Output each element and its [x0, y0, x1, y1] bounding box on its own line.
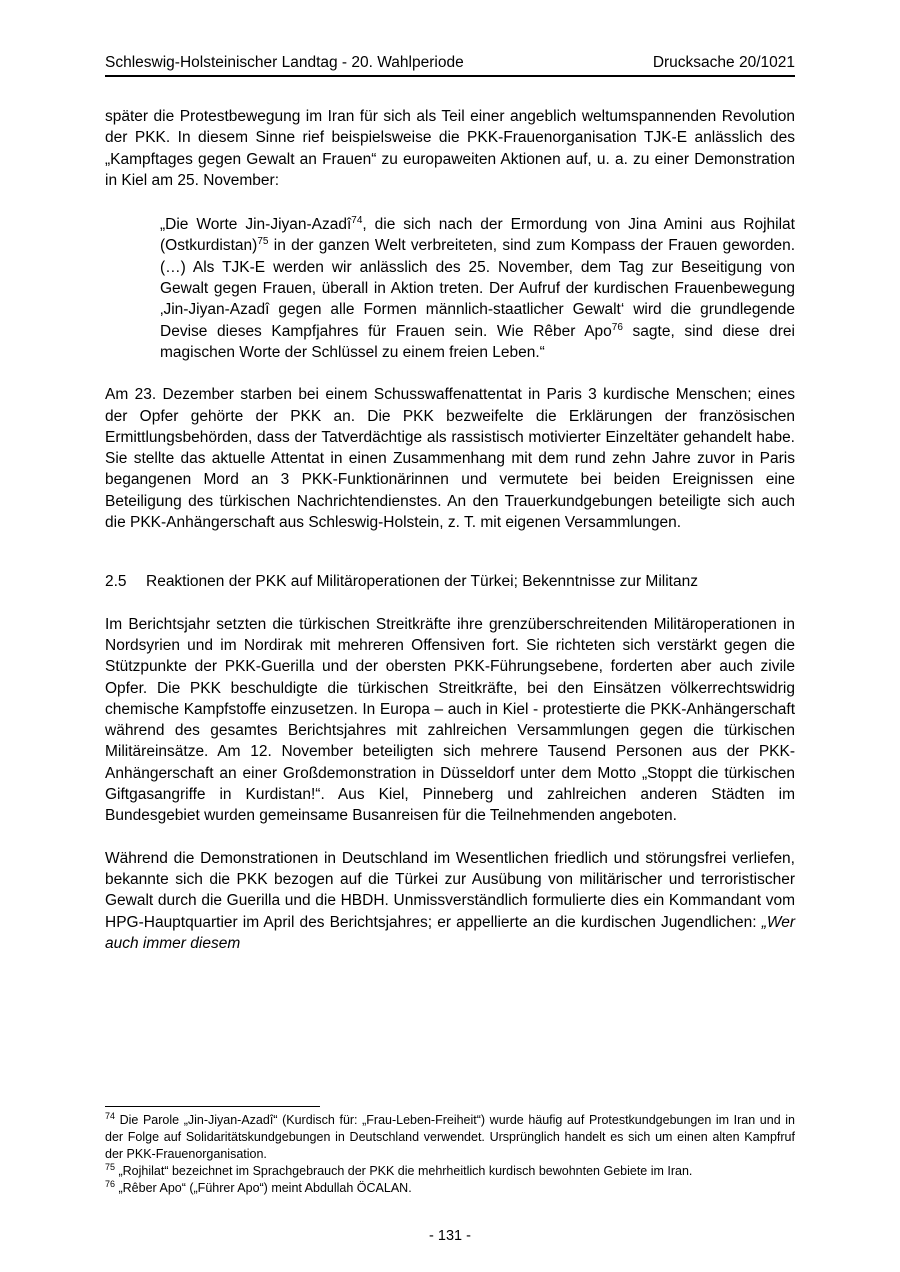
footnote-75-number: 75: [105, 1161, 116, 1172]
paragraph-intro: später die Protestbewegung im Iran für sich als Teil einer angeblich weltumspannenden Revolution der PKK. In diesem Sinne rief beispielsweise die PKK-Frauenorganisation TJK-E anlässlich des „Kampftages gegen Gewalt an Frauen“ zu europaweiten Aktionen auf, u. a. zu einer Demonstration in Kiel am 25. November:: [105, 108, 795, 189]
paragraph-demonstrations: [105, 848, 795, 954]
footnote-divider: [105, 1106, 320, 1107]
header-left-title: Schleswig-Holsteinischer Landtag - 20. Wahlperiode: [105, 54, 464, 71]
quote-text-1: „Die Worte Jin-Jiyan-Azadî: [160, 216, 352, 234]
section-number: 2.5: [105, 573, 127, 591]
paragraph-paris-attack: Am 23. Dezember starben bei einem Schusswaffenattentat in Paris 3 kurdische Menschen; eines der Opfer gehörte der PKK an. Die PKK bezweifelte die Erklärungen der französischen Ermittlungsbehörden, dass der Tatverdächtige als rassistisch motivierter Einzeltäter gehandelt habe. Sie stellte das aktuelle Attentat in einen Zusammenhang mit dem rund zehn Jahre zuvor in Paris begangenen Mord an 3 PKK-Funktionärinnen und vermutete bei beiden Ereignissen eine Beteiligung des türkischen Nachrichtendienstes. An den Trauerkundgebungen beteiligte sich auch die PKK-Anhängerschaft aus Schleswig-Holstein, z. T. mit eigenen Versammlungen.: [105, 386, 795, 532]
quote-text-3: in der ganzen Welt verbreiteten, sind zum Kompass der Frauen geworden. (…) Als TJK-E werden wir anlässlich des 25. November, dem Tag zur Beseitigung von Gewalt gegen Frauen, überall in Aktion treten. Der Aufruf der kurdischen Frauenbewegung ‚Jin-Jiyan-Azadî gegen alle Formen männlich-staatlicher Gewalt‘ wird die grundlegende Devise dieses Kampfjahres für Frauen sein. Wie Rêber Apo: [160, 237, 795, 340]
footnote-76-text: „Rêber Apo“ („Führer Apo“) meint Abdullah ÖCALAN.: [115, 1181, 412, 1195]
paragraph-demonstrations-quote-start: „Wer auch immer diesem: [105, 913, 795, 952]
footnote-74: [105, 1112, 795, 1163]
footnote-75-text: „Rojhilat“ bezeichnet im Sprachgebrauch der PKK die mehrheitlich kurdisch bewohnten Gebiete im Iran.: [115, 1164, 693, 1178]
footnote-74-text: Die Parole „Jin-Jiyan-Azadî“ (Kurdisch für: „Frau-Leben-Freiheit“) wurde häufig auf Protestkundgebungen im Iran und in der Folge auf Solidaritätskundgebungen in Deutschland verwendet. Ursprünglich handelt es sich um einen alten Kampfruf der PKK-Frauenorganisation.: [105, 1113, 795, 1161]
footnote-76: [105, 1180, 795, 1197]
section-title: Reaktionen der PKK auf Militäroperationen der Türkei; Bekenntnisse zur Militanz: [146, 573, 698, 591]
page-number: - 131 -: [429, 1228, 471, 1244]
quote-text-2: , die sich nach der Ermordung von Jina Amini aus Rojhilat (Ostkurdistan): [160, 216, 795, 255]
footnote-76-number: 76: [105, 1178, 116, 1189]
blockquote-tjke: [160, 214, 795, 363]
footnote-ref-76: 76: [611, 321, 623, 333]
page-header: [105, 54, 795, 77]
quote-text-4: sagte, sind diese drei magischen Worte der Schlüssel zu einem freien Leben.“: [160, 322, 795, 361]
footnote-section: [105, 1106, 795, 1197]
paragraph-demonstrations-text: Während die Demonstrationen in Deutschland im Wesentlichen friedlich und störungsfrei verliefen, bekannte sich die PKK bezogen auf die Türkei zur Ausübung von militärischer und terroristischer Gewalt durch die Guerilla und die HBDH. Unmissverständlich formulierte dies ein Kommandant vom HPG-Hauptquartier im April des Berichtsjahres; er appellierte an die kurdischen Jugendlichen:: [105, 849, 795, 931]
footnote-74-number: 74: [105, 1110, 116, 1121]
footnote-ref-75: 75: [257, 236, 269, 248]
header-right-docnumber: Drucksache 20/1021: [652, 54, 795, 71]
footnote-75: [105, 1163, 795, 1180]
footnote-ref-74: 74: [351, 215, 363, 227]
section-heading-2-5: [105, 571, 795, 592]
paragraph-military-operations: Im Berichtsjahr setzten die türkischen Streitkräfte ihre grenzüberschreitenden Militäroperationen in Nordsyrien und im Nordirak mit mehreren Offensiven fort. Sie richteten sich verstärkt gegen die Stützpunkte der PKK-Guerilla und der obersten PKK-Führungsebene, forderten aber auch zivile Opfer. Die PKK beschuldigte die türkischen Streitkräfte, bei den Einsätzen völkerrechtswidrig chemische Kampfstoffe einzusetzen. In Europa – auch in Kiel - protestierte die PKK-Anhängerschaft während des gesamtes Berichtsjahres mit zahlreichen Versammlungen gegen die türkischen Militäreinsätze. Am 12. November beteiligten sich mehrere Tausend Personen aus der PKK-Anhängerschaft an einer Großdemonstration in Düsseldorf unter dem Motto „Stoppt die türkischen Giftgasangriffe in Kurdistan!“. Aus Kiel, Pinneberg und zahlreichen anderen Städten im Bundesgebiet wurden gemeinsame Busanreisen für die Teilnehmenden angeboten.: [105, 615, 795, 825]
